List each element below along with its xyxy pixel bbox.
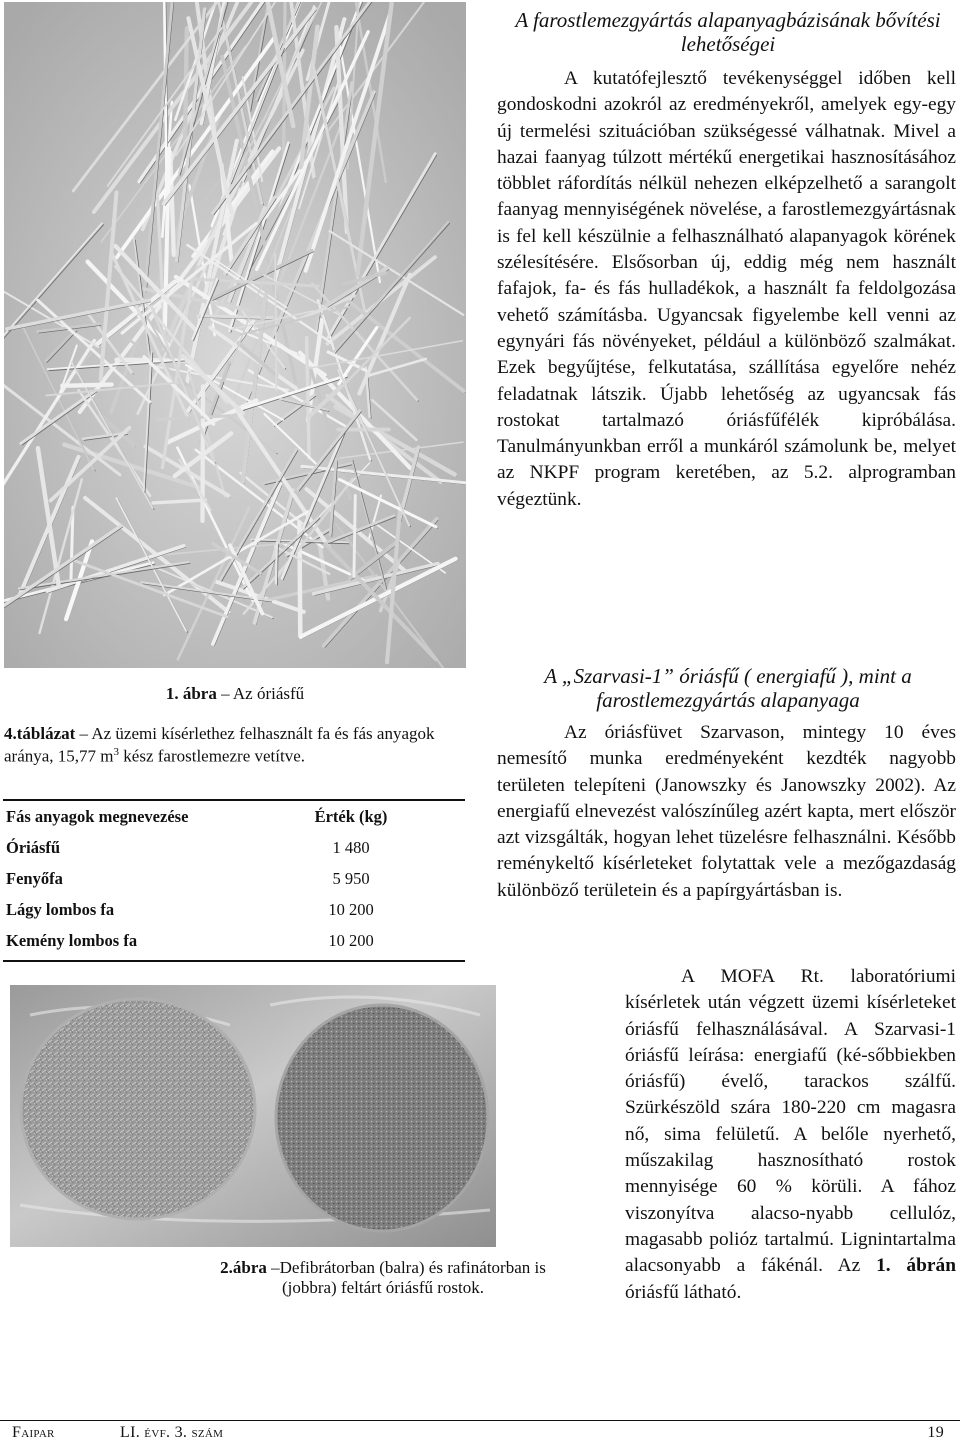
table-cell-name: Lágy lombos fa bbox=[6, 899, 115, 919]
footer-volume: LI. évf. 3. szám bbox=[120, 1424, 224, 1441]
table-4 bbox=[6, 801, 446, 956]
column-header-name: Fás anyagok megnevezése bbox=[6, 806, 189, 826]
defibrator-fiber-mat bbox=[21, 999, 255, 1219]
grass-stalk bbox=[354, 496, 355, 577]
refiner-fiber-mat bbox=[276, 1005, 488, 1231]
fiber-samples-image bbox=[10, 985, 496, 1247]
section-1-paragraph bbox=[497, 66, 956, 513]
table-row bbox=[6, 832, 446, 863]
table-4-label: 4.táblázat bbox=[4, 724, 76, 743]
section-title-2: A „Szarvasi-1” óriásfű ( energiafű ), mint a farostlemezgyártás alapanyaga bbox=[544, 664, 912, 712]
figure-2-photo bbox=[10, 985, 496, 1247]
table-row bbox=[6, 894, 446, 925]
column-header-value: Érték (kg) bbox=[314, 806, 388, 826]
figure-1-dash: – bbox=[221, 684, 230, 703]
figure-1-caption-text: Az óriásfű bbox=[232, 684, 305, 703]
table-cell-value: 10 200 bbox=[328, 930, 374, 950]
table-4-dash: – bbox=[79, 724, 89, 743]
footer-journal: Faipar bbox=[12, 1424, 55, 1441]
section-title-1: A farostlemezgyártás alapanyagbázisának bővítési lehetőségei bbox=[515, 8, 941, 56]
section-2-paragraph-2 bbox=[625, 964, 956, 1306]
grass-stalk bbox=[276, 543, 277, 584]
figure-1-label: 1. ábra bbox=[165, 684, 217, 703]
figure-1-photo bbox=[4, 2, 466, 668]
table-cell-value: 5 950 bbox=[332, 868, 370, 888]
table-4-caption-sup: 3 bbox=[113, 746, 120, 758]
section-2-paragraph-2-text: A MOFA Rt. laboratóriumi kísérletek után végzett üzemi kísérleteket óriásfű felhasználásával. A Szarvasi-1 óriásfű leírása: energiafű (ké-sőbbiekben óriásfű) évelő, tarackos szálfű. Szürkészöld szára 180-220 cm magasra nő, sima felületű. A belőle nyerhető, műszakilag hasznosítható rostok mennyisége 60 % körüli. A fához viszonyítva alacso-nyabb cellulóz, magasabb polióz tartalmú. Lignintartalma alacsonyabb a fákénál. Az bbox=[625, 966, 956, 1277]
figure-2-caption bbox=[218, 1258, 548, 1298]
table-4-caption-text: Az üzemi kísérlethez felhasznált fa és fás anyagok aránya, 15,77 m bbox=[4, 724, 435, 766]
figure-2-caption-text: Defibrátorban (balra) és rafinátorban is (jobbra) feltárt óriásfű rostok. bbox=[279, 1258, 546, 1297]
table-row bbox=[6, 863, 446, 894]
figure-1-reference: 1. ábrán bbox=[876, 1255, 956, 1277]
table-header-row bbox=[6, 801, 446, 832]
section-1-main-text: Mivel a hazai faanyag túlzott mértékű energetikai hasznosításához többlet ráfordítás nélkül nehezen elképzelhető a sarangolt faanyag mennyiségének növelése, a farostlemezgyártásnak is fel kell készülnie a felhasználható alapanyagok körének szélesítésére. Elsősorban új, eddig még nem használt fafajok, fa- és fás hulladékok, a használt fa feldolgozása vehető számításba. Ugyancsak figyelembe kell venni az egynyári fás növényeket, például a különböző szalmákat. Ezek begyűjtése, felkutatása, szállítása egyelőre nehéz feladatnak látszik. Újabb lehetőség az ugyancsak fás rostokat tartalmazó óriásfűfélék kipróbálása. Tanulmányunkban erről a munkáról számolunk be, melyet az NKPF program keretében, az 5.2. alprogramban végeztünk. bbox=[497, 120, 956, 510]
section-2-paragraph-2-end: óriásfű látható. bbox=[625, 1281, 742, 1303]
table-4-caption-tail: kész farostlemezre vetítve. bbox=[119, 746, 305, 766]
figure-2-label: 2.ábra bbox=[220, 1258, 267, 1277]
table-cell-value: 10 200 bbox=[328, 899, 374, 919]
table-cell-name: Óriásfű bbox=[6, 837, 61, 857]
table-row bbox=[6, 925, 446, 956]
figure-1-caption bbox=[0, 684, 470, 704]
table-cell-name: Kemény lombos fa bbox=[6, 930, 138, 950]
table-4-bottom-rule bbox=[3, 960, 465, 962]
table-4-caption bbox=[4, 724, 464, 766]
section-2-paragraph-1: Az óriásfüvet Szarvason, mintegy 10 éves nemesítő munka eredményeként kezdték nagyobb területen telepíteni (Janowszky és Janowszky 2002). Az energiafű elnevezést valószínűleg azért kapta, mert először azt vizsgálták, hogyan lehet tüzelésre felhasználni. Később reménykeltő kísérleteket folytattak vele a mezőgazdaság különböző területein és a papírgyártásban is. bbox=[497, 722, 956, 901]
giant-grass-stalks-image bbox=[4, 2, 466, 668]
footer-rule bbox=[0, 1420, 960, 1421]
footer-page-number: 19 bbox=[927, 1424, 944, 1441]
table-cell-value: 1 480 bbox=[332, 837, 370, 857]
figure-2-dash: – bbox=[271, 1258, 280, 1277]
section-1-intro-text: A kutatófejlesztő tevékenységgel időben kell gondoskodni azokról az eredményekről, amelyek egy-egy új termelési szituációban szükségessé válhatnak. bbox=[497, 68, 956, 142]
grass-stalk bbox=[307, 338, 310, 458]
grass-stalk bbox=[62, 385, 111, 386]
table-cell-name: Fenyőfa bbox=[6, 868, 63, 888]
